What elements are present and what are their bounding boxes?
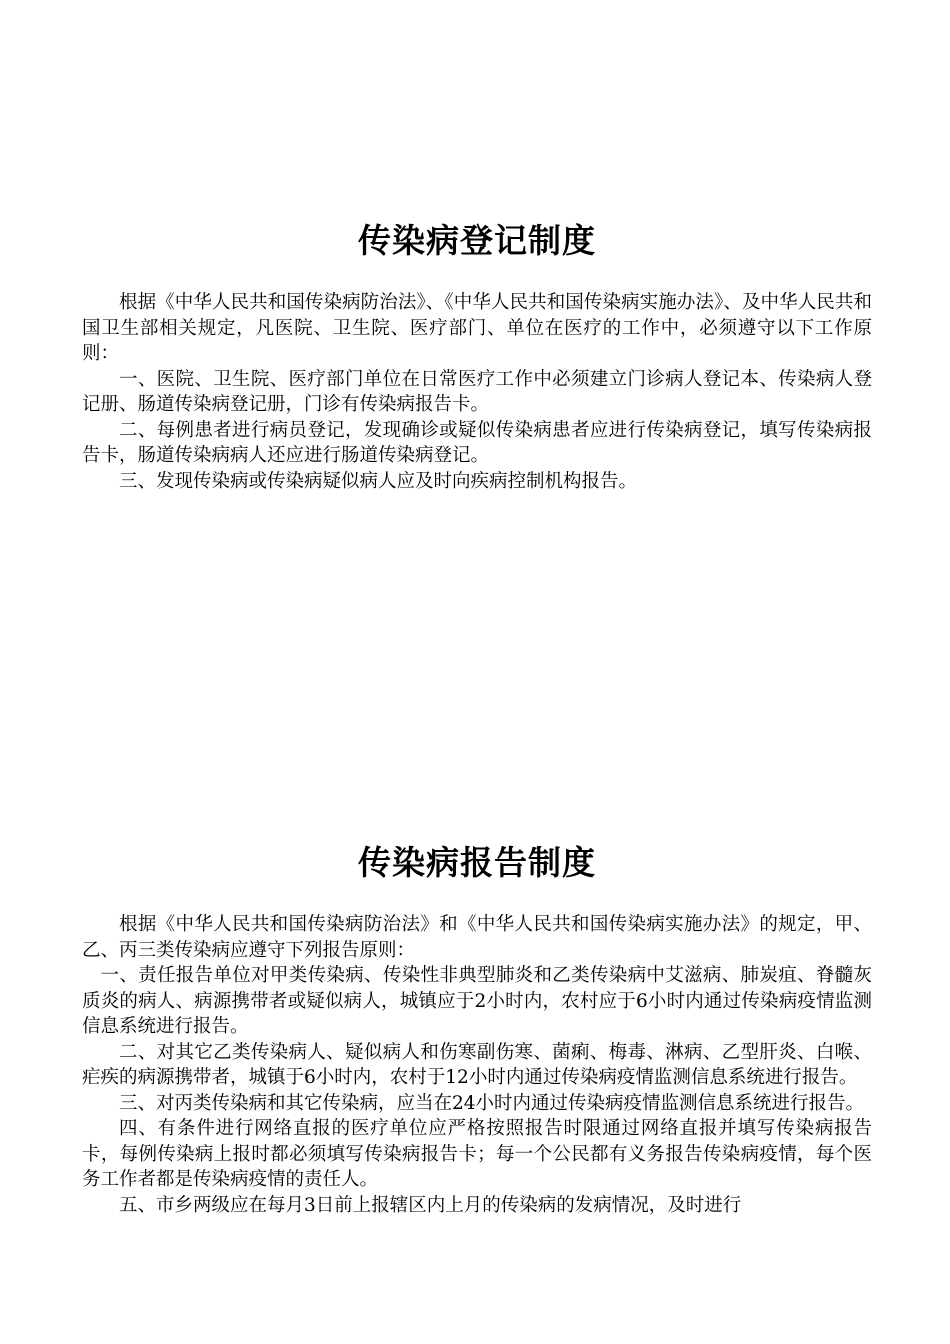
registration-section xyxy=(82,218,872,494)
reporting-intro-paragraph: 根据《中华人民共和国传染病防治法》和《中华人民共和国传染病实施办法》的规定，甲、乙、丙三类传染病应遵守下列报告原则： xyxy=(82,914,872,961)
reporting-rule-4: 四、有条件进行网络直报的医疗单位应严格按照报告时限通过网络直报并填写传染病报告卡，每例传染病上报时都必须填写传染病报告卡；每一个公民都有义务报告传染病疫情，每个医务工作者都是传染病疫情的责任人。 xyxy=(82,1118,872,1190)
registration-intro-paragraph: 根据《中华人民共和国传染病防治法》、《中华人民共和国传染病实施办法》、及中华人民共和国卫生部相关规定，凡医院、卫生院、医疗部门、单位在医疗的工作中，必须遵守以下工作原则： xyxy=(82,292,872,364)
registration-title: 传染病登记制度 xyxy=(358,221,596,260)
reporting-section xyxy=(82,840,872,1218)
reporting-rule-3: 三、对丙类传染病和其它传染病，应当在24小时内通过传染病疫情监测信息系统进行报告。 xyxy=(119,1092,865,1114)
registration-rule-3: 三、发现传染病或传染病疑似病人应及时向疾病控制机构报告。 xyxy=(119,470,638,492)
reporting-rule-5: 五、市乡两级应在每月3日前上报辖区内上月的传染病的发病情况，及时进行 xyxy=(119,1194,742,1216)
reporting-rule-2: 二、对其它乙类传染病人、疑似病人和伤寒副伤寒、菌痢、梅毒、淋病、乙型肝炎、白喉、疟疾的病源携带者，城镇于6小时内，农村于12小时内通过传染病疫情监测信息系统进行报告。 xyxy=(82,1041,872,1088)
reporting-title: 传染病报告制度 xyxy=(358,843,596,882)
registration-rule-1: 一、医院、卫生院、医疗部门单位在日常医疗工作中必须建立门诊病人登记本、传染病人登记册、肠道传染病登记册，门诊有传染病报告卡。 xyxy=(82,368,872,415)
registration-rule-2: 二、每例患者进行病员登记，发现确诊或疑似传染病患者应进行传染病登记，填写传染病报告卡，肠道传染病病人还应进行肠道传染病登记。 xyxy=(82,419,872,466)
reporting-rule-1: 一、责任报告单位对甲类传染病、传染性非典型肺炎和乙类传染病中艾滋病、肺炭疽、脊髓灰质炎的病人、病源携带者或疑似病人，城镇应于2小时内，农村应于6小时内通过传染病疫情监测信息系统进行报告。 xyxy=(82,965,872,1037)
